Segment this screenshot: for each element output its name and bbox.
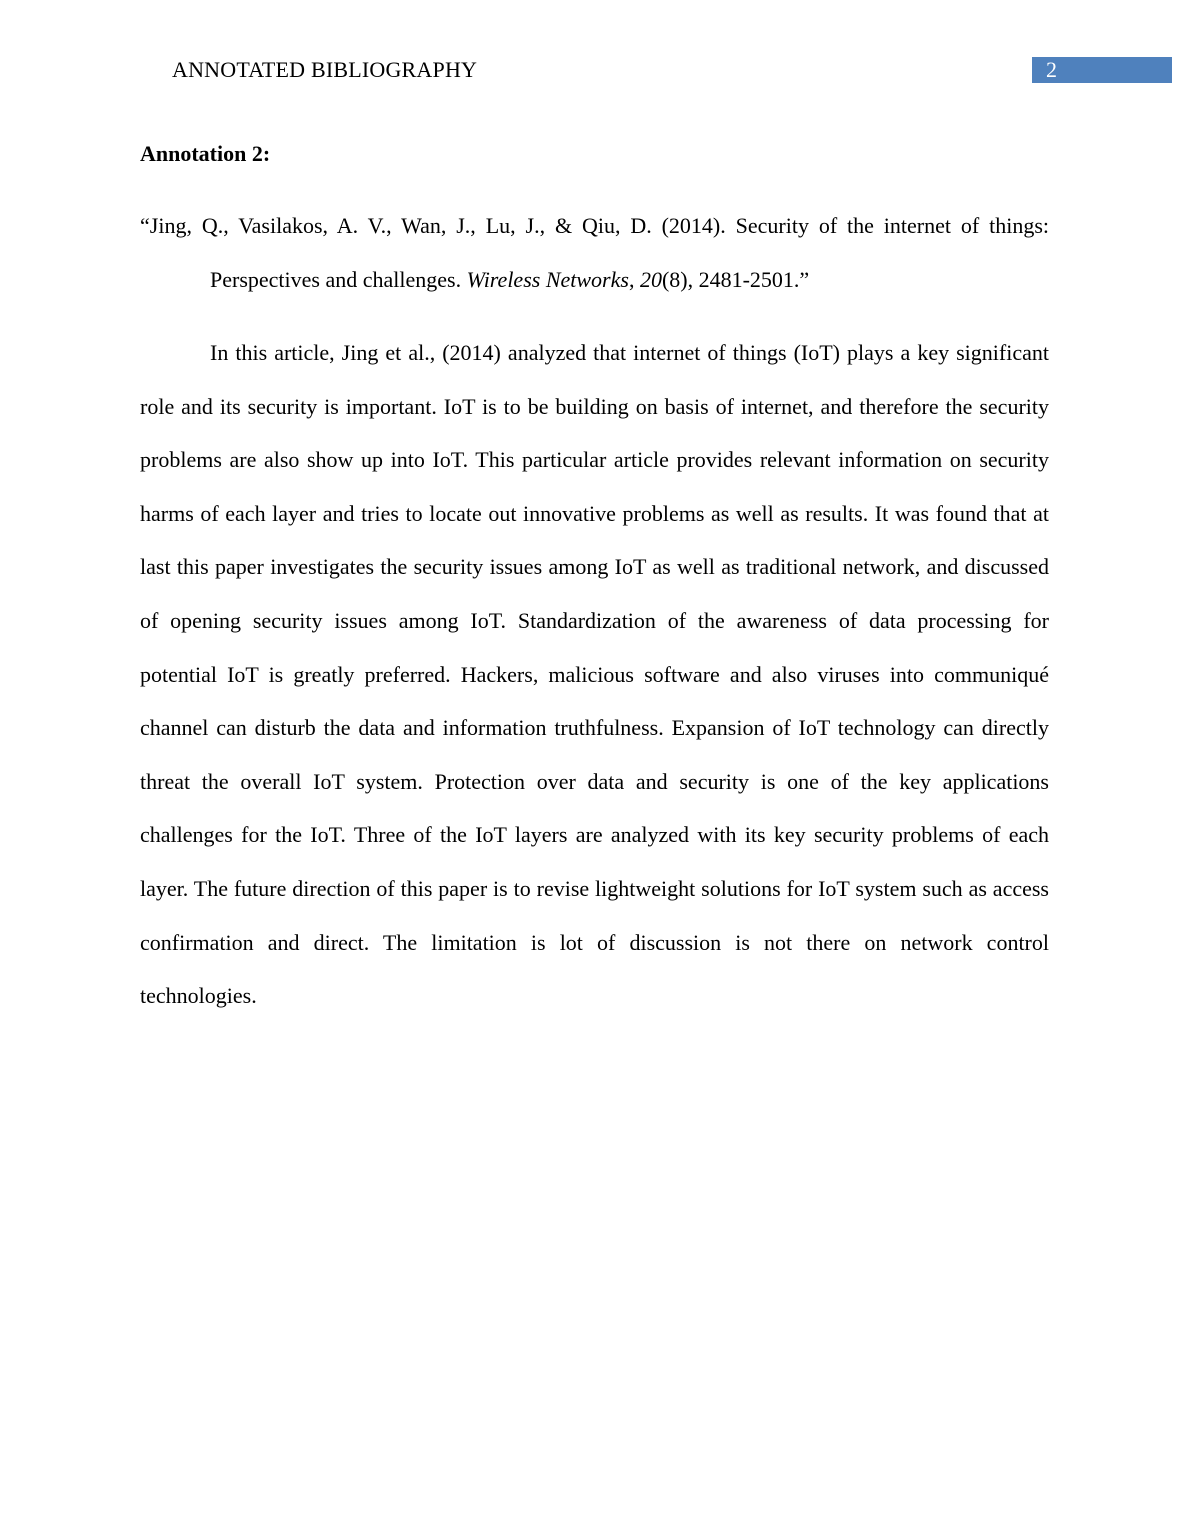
citation-title-text: Perspectives and challenges. bbox=[210, 267, 467, 292]
citation-separator: , bbox=[628, 267, 640, 292]
citation-volume: 20 bbox=[639, 267, 662, 292]
citation-journal: Wireless Networks bbox=[466, 267, 629, 292]
annotation-heading: Annotation 2: bbox=[140, 141, 271, 166]
citation-reference bbox=[140, 199, 1049, 307]
annotation-paragraph: In this article, Jing et al., (2014) analyzed that internet of things (IoT) plays a key significant role and its security is important. IoT is to be building on basis of internet, and therefore the security problems are also show up into IoT. This particular article provides relevant information on security harms of each layer and tries to locate out innovative problems as well as results. It was found that at last this paper investigates the security issues among IoT as well as traditional network, and discussed of opening security issues among IoT. Standardization of the awareness of data processing for potential IoT is greatly preferred. Hackers, malicious software and also viruses into communiqué channel can disturb the data and information truthfulness. Expansion of IoT technology can directly threat the overall IoT system. Protection over data and security is one of the key applications challenges for the IoT. Three of the IoT layers are analyzed with its key security problems of each layer. The future direction of this paper is to revise lightweight solutions for IoT system such as access confirmation and direct. The limitation is lot of discussion is not there on network control technologies. bbox=[140, 340, 1049, 1009]
citation-line-1: “Jing, Q., Vasilakos, A. V., Wan, J., Lu, J., & Qiu, D. (2014). Security of the internet of things: bbox=[140, 213, 1049, 238]
citation-line-2 bbox=[140, 253, 1049, 307]
citation-issue-pages: (8), 2481-2501.” bbox=[661, 267, 810, 292]
page-number: 2 bbox=[1046, 57, 1057, 82]
page-number-box bbox=[1032, 57, 1172, 83]
running-head: ANNOTATED BIBLIOGRAPHY bbox=[172, 57, 478, 82]
